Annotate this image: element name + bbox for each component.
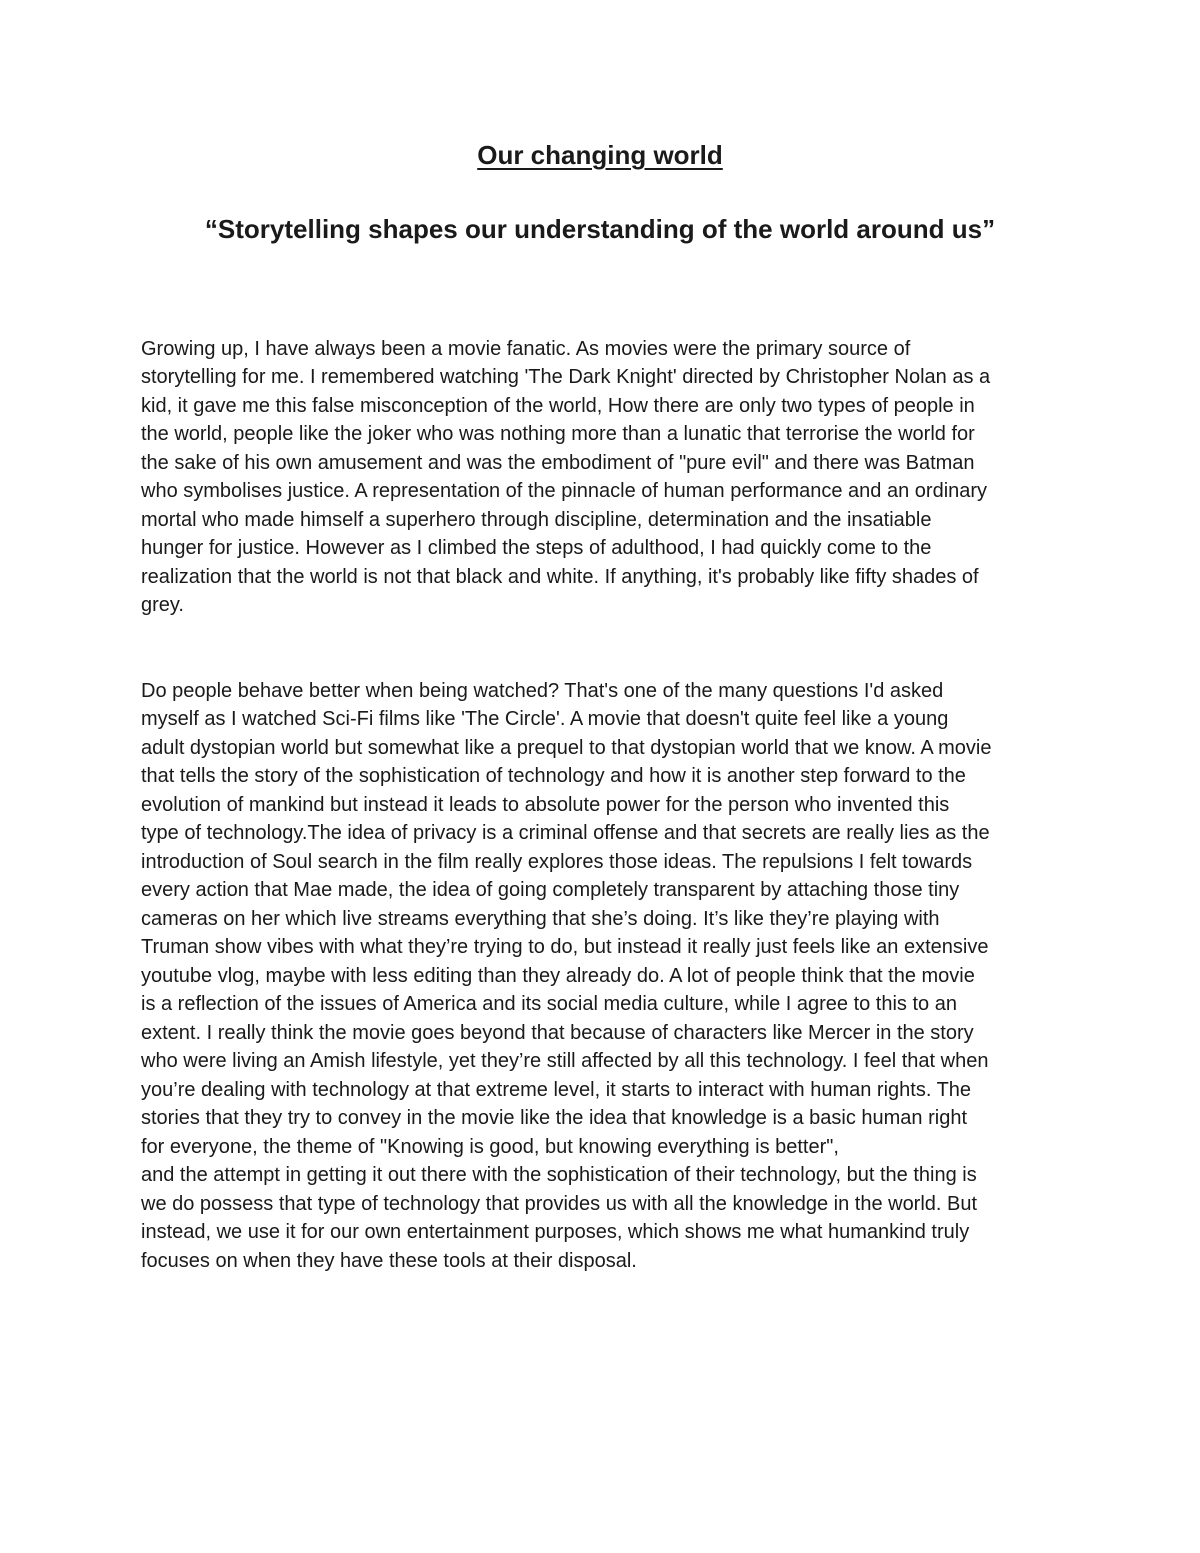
document-body <box>141 306 1071 1332</box>
paragraph-1: Growing up, I have always been a movie fanatic. As movies were the primary source of storytelling for me. I remembered watching 'The Dark Knight' directed by Christopher Nolan as a kid, it gave me this false misconception of the world, How there are only two types of people in the world, people like the joker who was nothing more than a lunatic that terrorise the world for the sake of his own amusement and was the embodiment of "pure evil" and there was Batman who symbolises justice. A representation of the pinnacle of human performance and an ordinary mortal who made himself a superhero through discipline, determination and the insatiable hunger for justice. However as I climbed the steps of adulthood, I had quickly come to the realization that the world is not that black and white. If anything, it's probably like fifty shades of grey. <box>141 337 991 616</box>
document-title: Our changing world <box>477 140 723 170</box>
document-subtitle: “Storytelling shapes our understanding of the world around us” <box>204 214 996 244</box>
paragraph-2: Do people behave better when being watched? That's one of the many questions I'd asked myself as I watched Sci-Fi films like 'The Circle'. A movie that doesn't quite feel like a young adult dystopian world but somewhat like a prequel to that dystopian world that we know. A movie that tells the story of the sophistication of technology and how it is another step forward to the evolution of mankind but instead it leads to absolute power for the person who invented this type of technology.The idea of privacy is a criminal offense and that secrets are really lies as the introduction of Soul search in the film really explores those ideas. The repulsions I felt towards every action that Mae made, the idea of going completely transparent by attaching those tiny cameras on her which live streams everything that she’s doing. It’s like they’re playing with Truman show vibes with what they’re trying to do, but instead it really just feels like an extensive youtube vlog, maybe with less editing than they already do. A lot of people think that the movie is a reflection of the issues of America and its social media culture, while I agree to this to an extent. I really think the movie goes beyond that because of characters like Mercer in the story who were living an Amish lifestyle, yet they’re still affected by all this technology. I feel that when you’re dealing with technology at that extreme level, it starts to interact with human rights. The stories that they try to convey in the movie like the idea that knowledge is a basic human right for everyone, the theme of "Knowing is good, but knowing everything is better", and the attempt in getting it out there with the sophistication of their technology, but the thing is we do possess that type of technology that provides us with all the knowledge in the world. But instead, we use it for our own entertainment purposes, which shows me what humankind truly focuses on when they have these tools at their disposal. <box>141 679 992 1272</box>
